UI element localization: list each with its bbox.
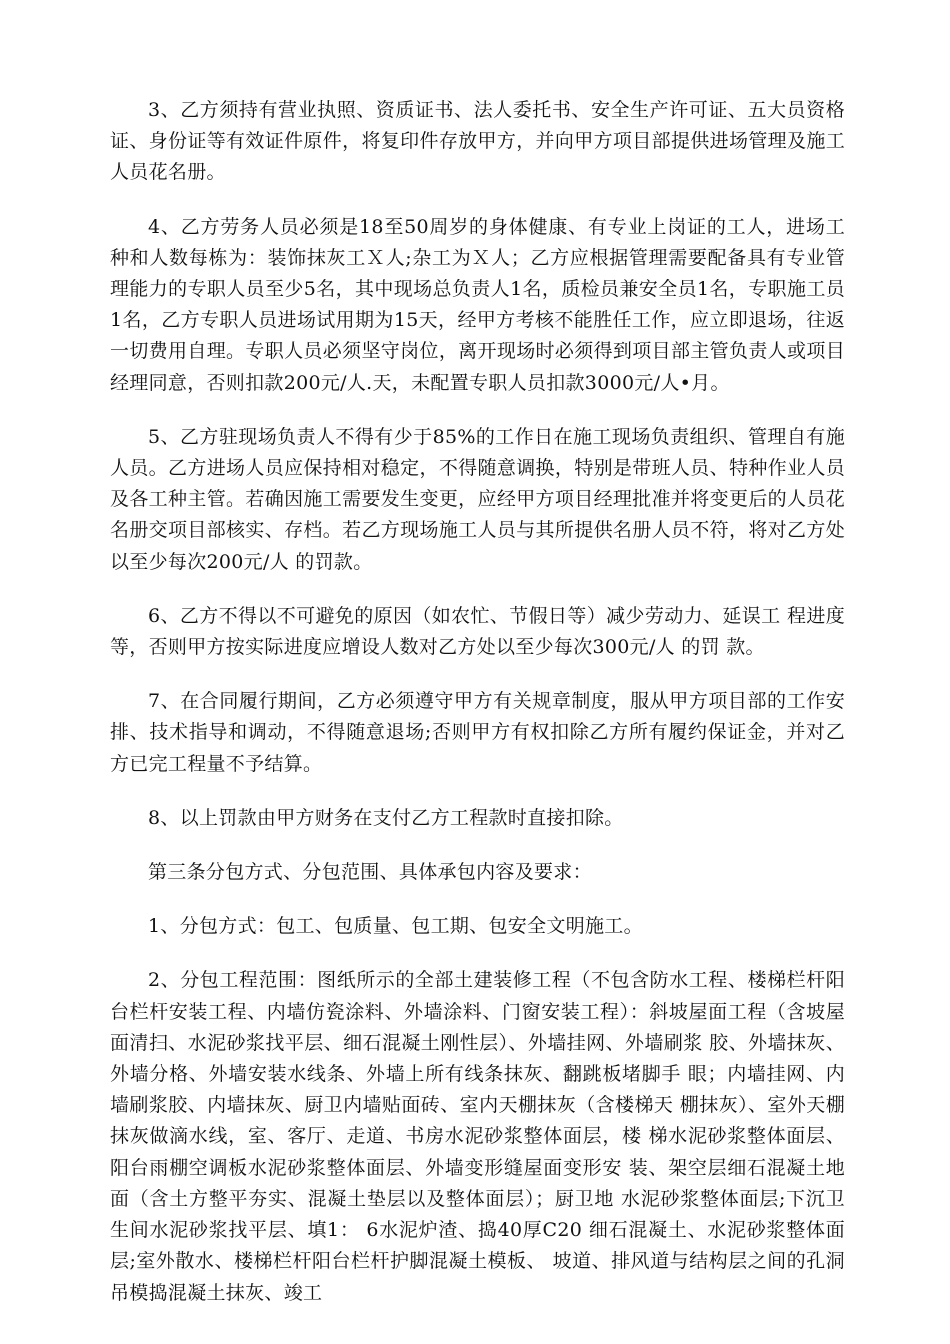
clause-5-paragraph: 5、乙方驻现场负责人不得有少于85%的工作日在施工现场负责组织、管理自有施人员。乙方进场人员应保持相对稳定，不得随意调换，特别是带班人员、特种作业人员及各工种主管。若确因施工需要发生变更，应经甲方项目经理批准并将变更后的人员花名册交项目部核实、存档。若乙方现场施工人员与其所提供名册人员不符，将对乙方处以至少每次200元/人 的罚款。 <box>110 425 845 573</box>
document-body <box>110 95 845 1332</box>
article-3-heading: 第三条分包方式、分包范围、具体承包内容及要求： <box>148 861 592 884</box>
clause-4-paragraph: 4、乙方劳务人员必须是18至50周岁的身体健康、有专业上岗证的工人，进场工种和人数每栋为：装饰抹灰工Ｘ人;杂工为Ｘ人；乙方应根据管理需要配备具有专业管理能力的专职人员至少5名，其中现场总负责人1名，质检员兼安全员1名，专职施工员1名，乙方专职人员进场试用期为15天，经甲方考核不能胜任工作，应立即退场，往返一切费用自理。专职人员必须坚守岗位，离开现场时必须得到项目部主管负责人或项目经理同意，否则扣款200元/人.天，未配置专职人员扣款3000元/人•月。 <box>110 215 845 394</box>
subcontract-method-paragraph: 1、分包方式：包工、包质量、包工期、包安全文明施工。 <box>148 915 643 938</box>
clause-8-paragraph: 8、以上罚款由甲方财务在支付乙方工程款时直接扣除。 <box>148 806 624 829</box>
clause-7-paragraph: 7、在合同履行期间，乙方必须遵守甲方有关规章制度，服从甲方项目部的工作安排、技术指导和调动，不得随意退场;否则甲方有权扣除乙方所有履约保证金，并对乙方已完工程量不予结算。 <box>110 690 845 775</box>
subcontract-scope-paragraph: 2、分包工程范围：图纸所示的全部土建装修工程（不包含防水工程、楼梯栏杆阳台栏杆安装工程、内墙仿瓷涂料、外墙涂料、门窗安装工程）：斜坡屋面工程（含坡屋面清扫、水泥砂浆找平层、细石混凝土刚性层）、外墙挂网、外墙刷浆 胶、外墙抹灰、外墙分格、外墙安装水线条、外墙上所有线条抹灰、翻跳板堵脚手 眼；内墙挂网、内墙刷浆胶、内墙抹灰、厨卫内墙贴面砖、室内天棚抹灰（含楼梯天 棚抹灰）、室外天棚抹灰做滴水线，室、客厅、走道、书房水泥砂浆整体面层，楼 梯水泥砂浆整体面层、阳台雨棚空调板水泥砂浆整体面层、外墙变形缝屋面变形安 装、架空层细石混凝土地面（含土方整平夯实、混凝土垫层以及整体面层）；厨卫地 水泥砂浆整体面层;下沉卫生间水泥砂浆找平层、填1： 6水泥炉渣、捣40厚C20 细石混凝土、水泥砂浆整体面层;室外散水、楼梯栏杆阳台栏杆护脚混凝土模板、 坡道、排风道与结构层之间的孔洞吊模捣混凝土抹灰、竣工 <box>110 969 845 1304</box>
clause-3-paragraph: 3、乙方须持有营业执照、资质证书、法人委托书、安全生产许可证、五大员资格证、身份证等有效证件原件，将复印件存放甲方，并向甲方项目部提供进场管理及施工人员花名册。 <box>110 99 845 184</box>
clause-6-paragraph: 6、乙方不得以不可避免的原因（如农忙、节假日等）减少劳动力、延误工 程进度等，否则甲方按实际进度应增设人数对乙方处以至少每次300元/人 的罚 款。 <box>110 604 845 659</box>
